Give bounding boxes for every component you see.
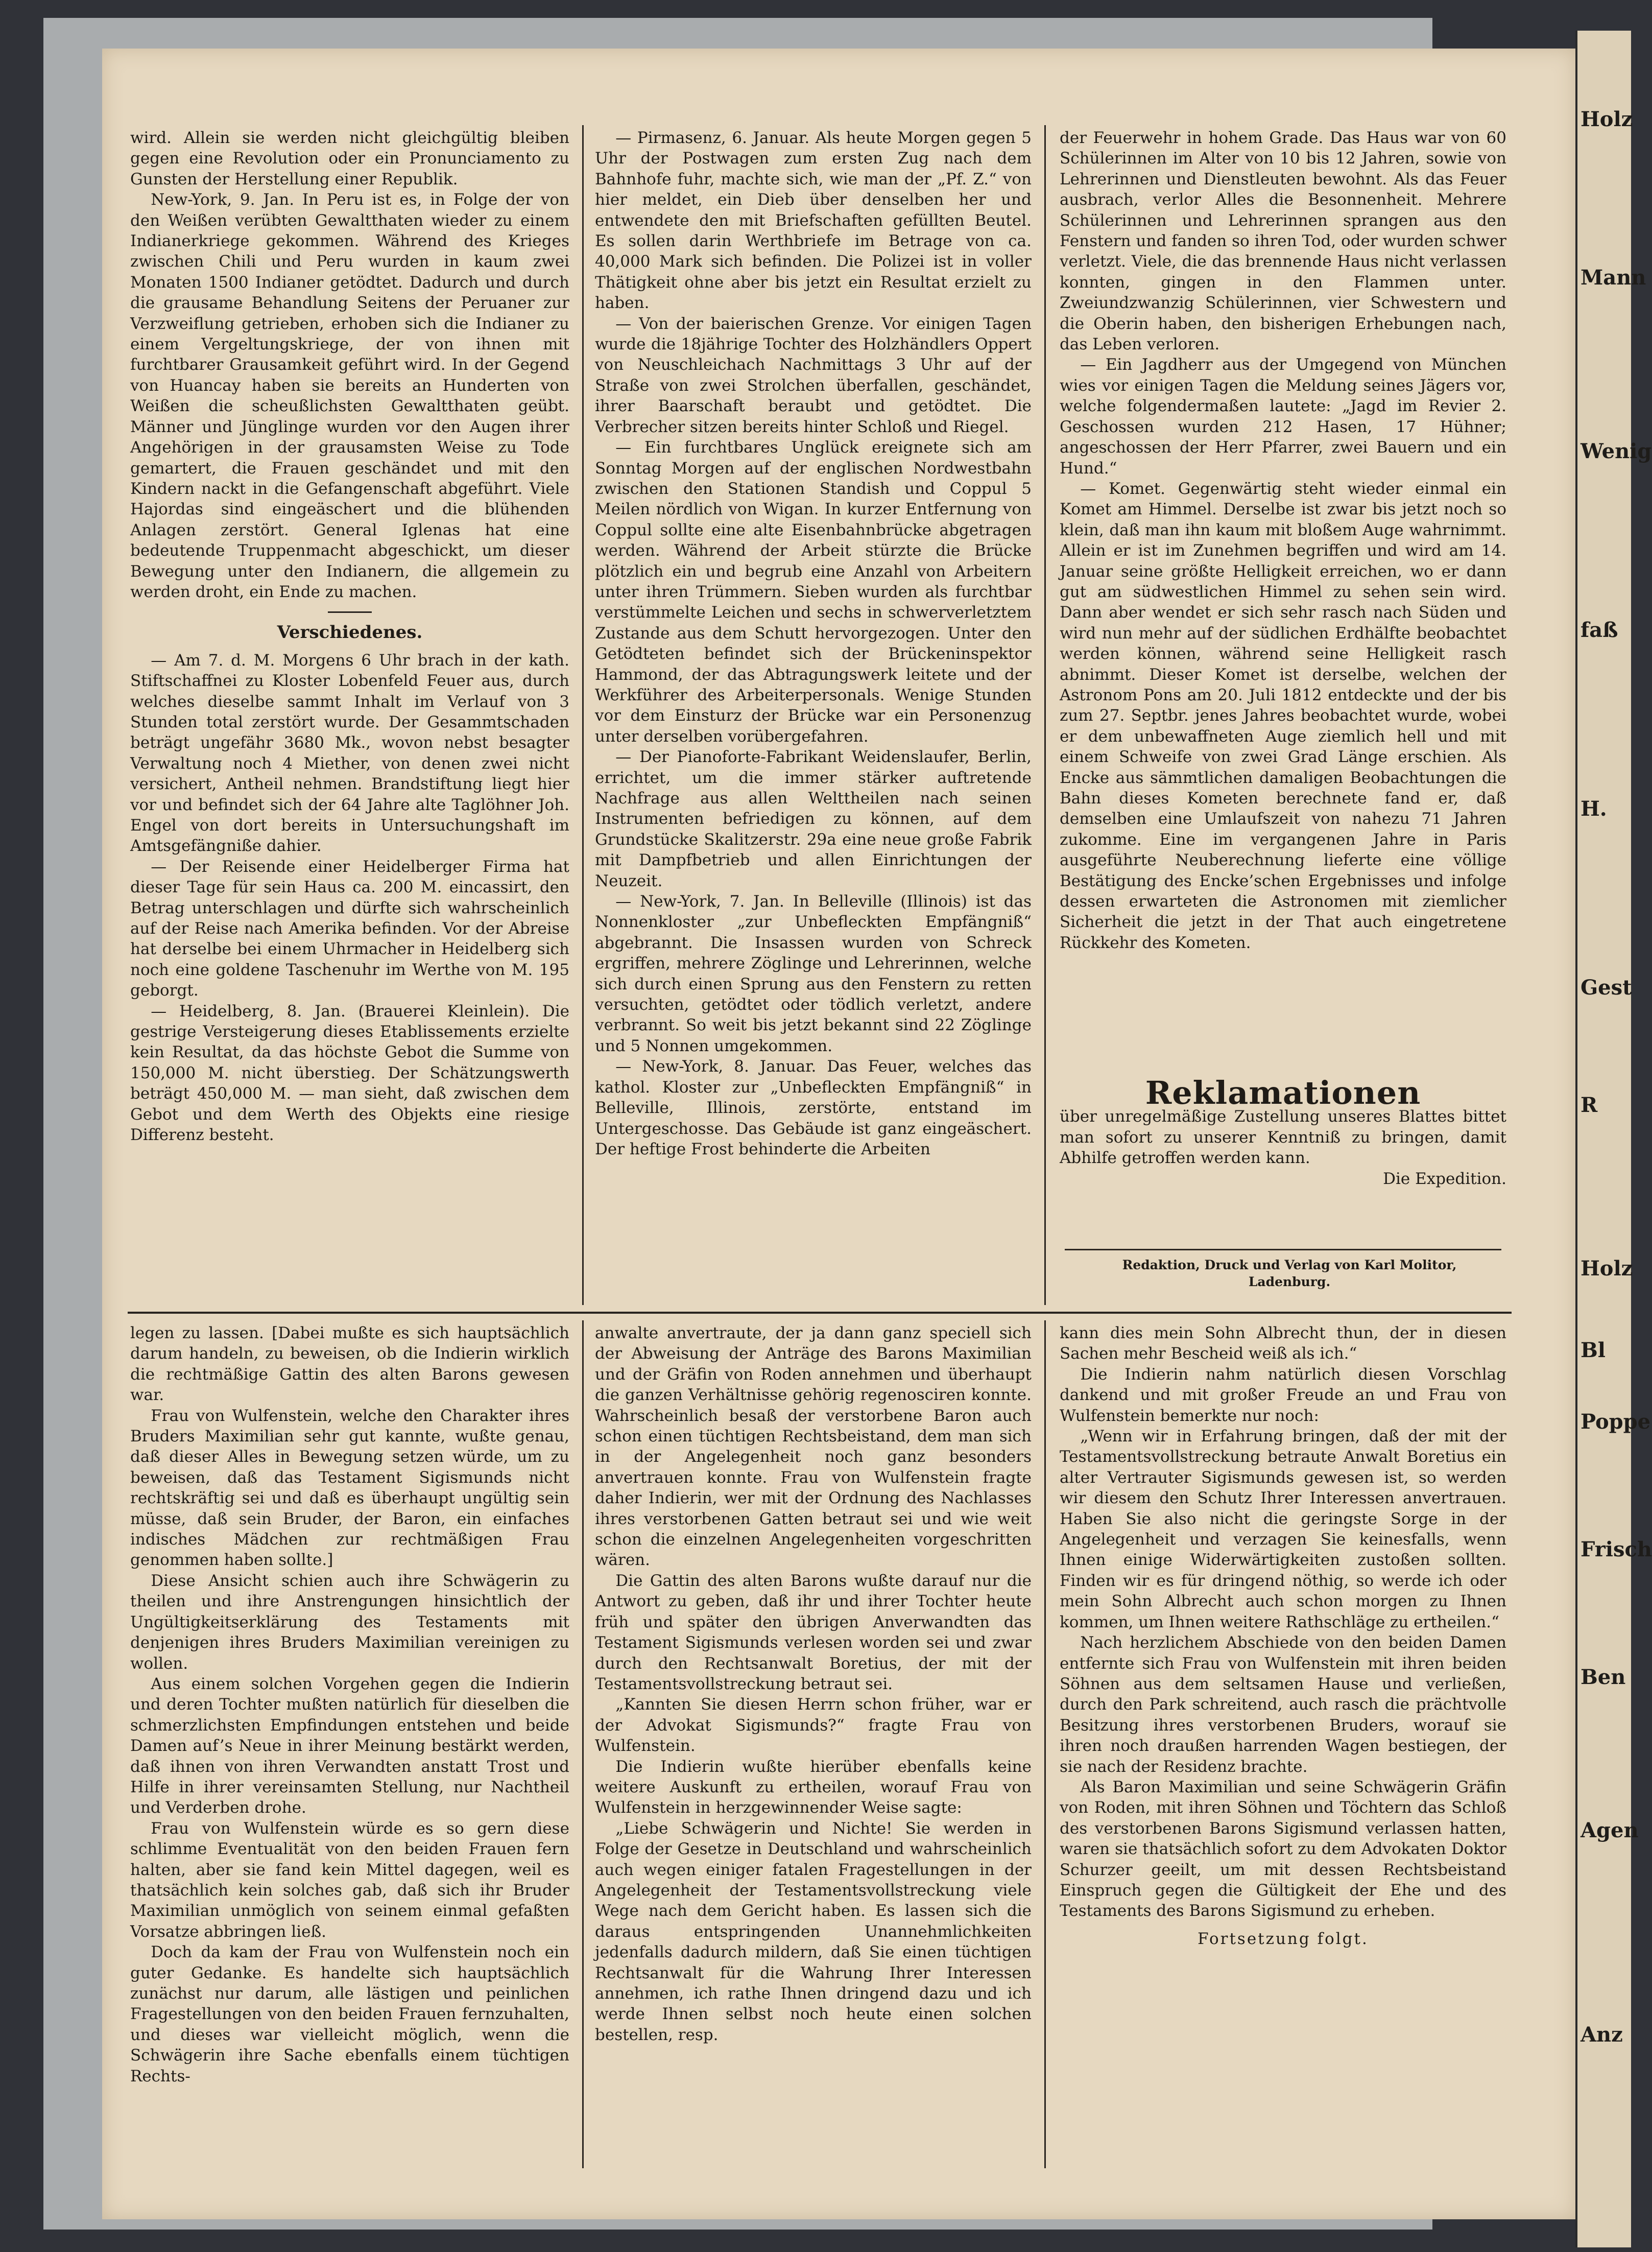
serial-paragraph: Die Indierin wußte hierüber ebenfalls keine weitere Auskunft zu ertheilen, worauf Frau von Wulfenstein in herzgewinnender Weise sagte: bbox=[595, 1757, 1032, 1817]
serial-paragraph: „Kannten Sie diesen Herrn schon früher, war er der Advokat Sigismunds?“ fragte Frau von Wulfenstein. bbox=[595, 1695, 1032, 1756]
top-column-1 bbox=[130, 128, 569, 1302]
article-paragraph: — Ein Jagdherr aus der Umgegend von München wies vor einigen Tagen die Meldung seines Jägers vor, welche folgendermaßen lautete: „Jagd im Revier 2. Geschossen wurden 212 Hasen, 17 Hühner; angeschossen der Herr Pfarrer, zwei Bauern und ein Hund.“ bbox=[1060, 355, 1506, 478]
notice-text: über unregelmäßige Zustellung unseres Blattes bittet man sofort zu unserer Kenntniß zu bringen, damit Abhilfe getroffen werden kann. bbox=[1060, 1107, 1506, 1168]
serial-column-1 bbox=[130, 1323, 569, 2166]
top-column-3 bbox=[1060, 128, 1506, 1047]
column-rule bbox=[1044, 125, 1046, 1305]
notice-signature: Die Expedition. bbox=[1383, 1169, 1506, 1188]
article-paragraph: — Der Pianoforte-Fabrikant Weidenslaufer, Berlin, errichtet, um die immer stärker auftretende Nachfrage aus allen Welttheilen nach seinen Instrumenten befriedigen zu können, auf dem Grundstücke Skalitzerstr. 29a eine neue große Fabrik mit Dampfbetrieb und allen Einrichtungen der Neuzeit. bbox=[595, 748, 1032, 890]
column-rule bbox=[582, 1320, 584, 2168]
serial-paragraph: Die Gattin des alten Barons wußte darauf nur die Antwort zu geben, daß ihr und ihrer Tochter heute früh und später den übrigen Anverwandten das Testament Sigismunds verlesen worden sei und zwar durch den Rechtsanwalt Boretius, der mit der Testamentsvollstreckung betraut sei. bbox=[595, 1571, 1032, 1693]
article-paragraph: — Ein furchtbares Unglück ereignete sich am Sonntag Morgen auf der englischen Nordwestbahn zwischen den Stationen Standish und Coppul 5 Meilen nördlich von Wigan. In kurzer Entfernung von Coppul sollte eine alte Eisenbahnbrücke abgetragen werden. Während der Arbeit stürzte die Brücke plötzlich ein und begrub eine Anzahl von Arbeitern unter ihren Trümmern. Sieben wurden als furchtbar verstümmelte Leichen und sechs in schwerverletztem Zustande aus dem Schutt hervorgezogen. Unter den Getödteten befindet sich der Brückeninspektor Hammond, der das Abtragungswerk leitete und der Werkführer des Arbeiterpersonals. Wenige Stunden vor dem Einsturz der Brücke war ein Personenzug unter derselben vorübergefahren. bbox=[595, 438, 1032, 746]
serial-column-2 bbox=[595, 1323, 1032, 2166]
article-paragraph: — Der Reisende einer Heidelberger Firma hat dieser Tage für sein Haus ca. 200 M. eincassirt, den Betrag unterschlagen und dürfte sich wahrscheinlich auf der Reise nach Amerika befinden. Vor der Abreise hat derselbe bei einem Uhrmacher in Heidelberg sich noch eine goldene Taschenuhr im Werthe von M. 195 geborgt. bbox=[130, 857, 569, 1000]
serial-paragraph: legen zu lassen. [Dabei mußte es sich hauptsächlich darum handeln, zu beweisen, ob die Indierin wirklich die rechtmäßige Gattin des alten Barons gewesen war. bbox=[130, 1324, 569, 1405]
page-fragment: faß bbox=[1581, 618, 1618, 642]
page-fragment: R bbox=[1581, 1093, 1598, 1117]
column-rule bbox=[582, 125, 584, 1305]
imprint-line: Redaktion, Druck und Verlag von Karl Molitor, bbox=[1122, 1258, 1457, 1272]
article-paragraph: — New-York, 7. Jan. In Belleville (Illinois) ist das Nonnenkloster „zur Unbefleckten Empfängniß“ abgebrannt. Die Insassen wurden von Schreck ergriffen, mehrere Zöglinge und Lehrerinnen, welche sich durch einen Sprung aus den Fenstern zu retten versuchten, getödtet oder tödlich verletzt, andere verbrannt. So weit bis jetzt bekannt sind 22 Zöglinge und 5 Nonnen umgekommen. bbox=[595, 892, 1032, 1055]
serial-paragraph: kann dies mein Sohn Albrecht thun, der in diesen Sachen mehr Bescheid weiß als ich.“ bbox=[1060, 1324, 1506, 1363]
serial-paragraph: Aus einem solchen Vorgehen gegen die Indierin und deren Tochter mußten natürlich für dieselben die schmerzlichsten Empfindungen entstehen und beide Damen auf’s Neue in ihrer Meinung bestärkt werden, daß ihnen von ihren Verwandten anstatt Trost und Hilfe in ihrer vereinsamten Stellung, nur Nachtheil und Verderben drohe. bbox=[130, 1674, 569, 1817]
page-fragment: Ben bbox=[1581, 1665, 1626, 1689]
imprint-line: Ladenburg. bbox=[1248, 1274, 1331, 1289]
serial-paragraph: Die Indierin nahm natürlich diesen Vorschlag dankend und mit großer Freude an und Frau von Wulfenstein bemerkte nur noch: bbox=[1060, 1365, 1506, 1425]
serial-paragraph: Frau von Wulfenstein, welche den Charakter ihres Bruders Maximilian sehr gut kannte, wußte genau, daß dieser Alles in Bewegung setzen würde, um zu beweisen, daß das Testament Sigismunds nicht rechtskräftig sei und daß es überhaupt ungültig sein müsse, daß sein Bruder, der Baron, ein einfaches indisches Mädchen zur rechtmäßigen Frau genommen haben sollte.] bbox=[130, 1406, 569, 1570]
serial-column-3 bbox=[1060, 1323, 1506, 2166]
separator bbox=[328, 611, 372, 613]
adjacent-page-edge bbox=[1575, 31, 1652, 2247]
article-paragraph: — Von der baierischen Grenze. Vor einigen Tagen wurde die 18jährige Tochter des Holzhändlers Oppert von Neuschleichach Nachmittags 3 Uhr auf der Straße von zwei Strolchen überfallen, geschändet, ihrer Baarschaft beraubt und getödtet. Die Verbrecher sitzen bereits hinter Schloß und Riegel. bbox=[595, 314, 1032, 436]
section-rule bbox=[128, 1312, 1512, 1314]
page-fragment: Anz bbox=[1581, 2023, 1623, 2047]
notice-heading: Reklamationen bbox=[1145, 1074, 1421, 1111]
imprint bbox=[1070, 1257, 1509, 1290]
page-fragment: Gest bbox=[1581, 976, 1632, 1000]
page-fragment: Agen bbox=[1581, 1818, 1639, 1842]
page-fragment: Poppe bbox=[1581, 1410, 1651, 1434]
serial-paragraph: Nach herzlichem Abschiede von den beiden Damen entfernte sich Frau von Wulfenstein mit ihren beiden Söhnen aus dem seltsamen Hause und verließen, durch den Park schreitend, auch rasch die prächtvolle Besitzung ihres verstorbenen Bruders, worauf sie ihren noch draußen harrenden Wagen bestiegen, der sie nach der Residenz brachte. bbox=[1060, 1633, 1506, 1776]
serial-paragraph: Diese Ansicht schien auch ihre Schwägerin zu theilen und ihre Anstrengungen hinsichtlich der Ungültigkeitserklärung des Testaments mit denjenigen ihres Bruders Maximilian vereinigen zu wollen. bbox=[130, 1571, 569, 1673]
section-heading: Verschiedenes. bbox=[277, 622, 423, 643]
article-paragraph: — Heidelberg, 8. Jan. (Brauerei Kleinlein). Die gestrige Versteigerung dieses Etablissements erzielte kein Resultat, da das höchste Gebot die Summe von 150,000 M. nicht überstieg. Der Schätzungswerth beträgt 450,000 M. — man sieht, daß zwischen dem Gebot und dem Werth des Objekts eine riesige Differenz besteht. bbox=[130, 1002, 569, 1145]
serial-paragraph: anwalte anvertraute, der ja dann ganz speciell sich der Abweisung der Anträge des Barons Maximilian und der Gräfin von Roden annehmen und überhaupt die ganzen Verhältnisse gehörig regenosciren konnte. Wahrscheinlich besaß der verstorbene Baron auch schon einen tüchtigen Rechtsbeistand, dem man sich in der Angelegenheit noch ganz besonders anvertrauen konnte. Frau von Wulfenstein fragte daher Indierin, wer mit der Ordnung des Nachlasses ihres verstorbenen Gatten betraut sei und wie weit schon die einzelnen Angelegenheiten vorgeschritten wären. bbox=[595, 1324, 1032, 1570]
top-column-2 bbox=[595, 128, 1032, 1302]
page-fragment: Frisch bbox=[1581, 1537, 1652, 1561]
page-fragment: Wenig bbox=[1581, 439, 1652, 463]
article-paragraph: der Feuerwehr in hohem Grade. Das Haus war von 60 Schülerinnen im Alter von 10 bis 12 Jahren, sowie von Lehrerinnen und Dienstleuten bewohnt. Als das Feuer ausbrach, verlor Alles die Besonnenheit. Mehrere Schülerinnen und Lehrerinnen sprangen aus den Fenstern und fanden so ihren Tod, oder wurden schwer verletzt. Viele, die das brennende Haus nicht verlassen konnten, gingen in den Flammen unter. Zweiundzwanzig Schülerinnen, vier Schwestern und die Oberin haben, den bisherigen Erhebungen nach, das Leben verloren. bbox=[1060, 129, 1506, 354]
column-rule bbox=[1044, 1320, 1046, 2168]
page-fragment: Holz bbox=[1581, 107, 1633, 131]
article-paragraph: wird. Allein sie werden nicht gleichgültig bleiben gegen eine Revolution oder ein Pronunciamento zu Gunsten der Herstellung einer Republik. bbox=[130, 129, 569, 188]
imprint-rule bbox=[1065, 1249, 1501, 1250]
article-paragraph: — Komet. Gegenwärtig steht wieder einmal ein Komet am Himmel. Derselbe ist zwar bis jetzt noch so klein, daß man ihn kaum mit bloßem Auge wahrnimmt. Allein er ist im Zunehmen begriffen und wird am 14. Januar seine größte Helligkeit erreichen, wo er dann gut am südwestlichen Himmel zu sehen sein wird. Dann aber wendet er sich sehr rasch nach Süden und wird nun mehr auf der südlichen Erdhälfte beobachtet werden können, während seine Helligkeit rasch abnimmt. Dieser Komet ist derselbe, welchen der Astronom Pons am 20. Juli 1812 entdeckte und der bis zum 27. Septbr. jenes Jahres beobachtet wurde, wobei er dem unbewaffneten Auge ziemlich hell und mit einem Schweife von zwei Grad Länge erschien. Als Encke aus sämmtlichen damaligen Beobachtungen die Bahn dieses Kometen berechnete fand er, daß demselben eine Umlaufszeit von nahezu 71 Jahren zukomme. Eine im vergangenen Jahre in Paris ausgeführte Neuberechnung lieferte eine völlige Bestätigung des Encke’schen Ergebnisses und infolge dessen erwarteten die Astronomen mit ziemlicher Sicherheit die jetzt in der That auch eingetretene Rückkehr des Kometen. bbox=[1060, 479, 1506, 952]
serial-paragraph: Doch da kam der Frau von Wulfenstein noch ein guter Gedanke. Es handelte sich hauptsächlich zunächst nur darum, alle lästigen und peinlichen Fragestellungen von den beiden Frauen fernzuhalten, und dieses war vielleicht möglich, wenn die Schwägerin ihre Sache ebenfalls einem tüchtigen Rechts- bbox=[130, 1943, 569, 2085]
serial-paragraph: Frau von Wulfenstein würde es so gern diese schlimme Eventualität von den beiden Frauen fern halten, aber sie fand kein Mittel dagegen, weil es thatsächlich kein solches gab, daß sich ihr Bruder Maximilian unmöglich von seinem einmal gefaßten Vorsatze abbringen ließ. bbox=[130, 1819, 569, 1941]
serial-paragraph: Als Baron Maximilian und seine Schwägerin Gräfin von Roden, mit ihren Söhnen und Töchtern das Schloß des verstorbenen Barons Sigismund verlassen hatten, waren sie thatsächlich sofort zu dem Advokaten Doktor Schurzer geeilt, um mit dessen Rechtsbeistand Einspruch gegen die Gültigkeit der Ehe und des Testaments des Barons Sigismund zu erheben. bbox=[1060, 1777, 1506, 1921]
serial-paragraph: „Wenn wir in Erfahrung bringen, daß der mit der Testamentsvollstreckung betraute Anwalt Boretius ein alter Vertrauter Sigismunds gewesen ist, so werden wir diesem den Schutz Ihrer Interessen anvertrauen. Haben Sie also nicht die geringste Sorge in der Angelegenheit und verzagen Sie keinesfalls, wenn Ihnen einige Widerwärtigkeiten zustoßen sollten. Finden wir es für dringend nöthig, so werde ich oder mein Sohn Albrecht auch schon morgen zu Ihnen kommen, um Ihnen weitere Rathschläge zu ertheilen.“ bbox=[1060, 1427, 1506, 1631]
article-paragraph: — New-York, 8. Januar. Das Feuer, welches das kathol. Kloster zur „Unbefleckten Empfängniß“ in Belleville, Illinois, zerstörte, entstand im Untergeschosse. Das Gebäude ist ganz eingeäschert. Der heftige Frost behinderte die Arbeiten bbox=[595, 1057, 1032, 1158]
page-fragment: H. bbox=[1581, 797, 1607, 821]
reklamation-notice bbox=[1060, 1074, 1506, 1236]
article-paragraph: New-York, 9. Jan. In Peru ist es, in Folge der von den Weißen verübten Gewaltthaten wieder zu einem Indianerkriege gekommen. Während des Krieges zwischen Chili und Peru wurden in kaum zwei Monaten 1500 Indianer getödtet. Dadurch und durch die grausame Behandlung Seitens der Peruaner zur Verzweiflung getrieben, erhoben sich die Indianer zu einem Vergeltungskriege, der von ihnen mit furchtbarer Grausamkeit geführt wird. In der Gegend von Huancay haben sie bereits an Hunderten von Weißen die scheußlichsten Gewaltthaten geübt. Männer und Jünglinge wurden vor den Augen ihrer Angehörigen in der grausamsten Weise zu Tode gemartert, die Frauen geschändet und mit den Kindern nackt in die Gefangenschaft abgeführt. Viele Hajordas sind eingeäschert und die blühenden Anlagen zerstört. General Iglenas hat eine bedeutende Truppenmacht abgeschickt, um dieser Bewegung unter den Indianern, die allgemein zu werden droht, ein Ende zu machen. bbox=[130, 191, 569, 601]
continuation-note: Fortsetzung folgt. bbox=[1198, 1929, 1369, 1948]
page-fragment: Holz bbox=[1581, 1257, 1633, 1281]
page-fragment: Mann bbox=[1581, 266, 1646, 290]
serial-paragraph: „Liebe Schwägerin und Nichte! Sie werden in Folge der Gesetze in Deutschland und wahrscheinlich auch wegen einiger fatalen Fragestellungen in der Angelegenheit der Testamentsvollstreckung viele Wege nach dem Gericht haben. Es lassen sich die daraus entspringenden Unannehmlichkeiten jedenfalls dadurch mildern, daß Sie einen tüchtigen Rechtsanwalt für die Wahrung Ihrer Interessen annehmen, ich rathe Ihnen dringend dazu und ich werde Ihnen selbst noch heute einen solchen bestellen, resp. bbox=[595, 1819, 1032, 2044]
article-paragraph: — Am 7. d. M. Morgens 6 Uhr brach in der kath. Stiftschaffnei zu Kloster Lobenfeld Feuer aus, durch welches dieselbe sammt Inhalt im Verlauf von 3 Stunden total zerstört wurde. Der Gesammtschaden beträgt ungefähr 3680 Mk., wovon nebst besagter Verwaltung noch 4 Miether, von denen zwei nicht versichert, Antheil nehmen. Brandstiftung liegt hier vor und befindet sich der 64 Jahre alte Taglöhner Joh. Engel von dort bereits in Untersuchungshaft im Amtsgefängniße dahier. bbox=[130, 651, 569, 856]
article-paragraph: — Pirmasenz, 6. Januar. Als heute Morgen gegen 5 Uhr der Postwagen zum ersten Zug nach dem Bahnhofe fuhr, machte sich, wie man der „Pf. Z.“ von hier meldet, ein Dieb über denselben her und entwendete den mit Briefschaften gefüllten Beutel. Es sollen darin Werthbriefe im Betrage von ca. 40,000 Mark sich befinden. Die Polizei ist in voller Thätigkeit ohne aber bis jetzt ein Resultat erzielt zu haben. bbox=[595, 129, 1032, 313]
page-fragment: Bl bbox=[1581, 1338, 1606, 1362]
